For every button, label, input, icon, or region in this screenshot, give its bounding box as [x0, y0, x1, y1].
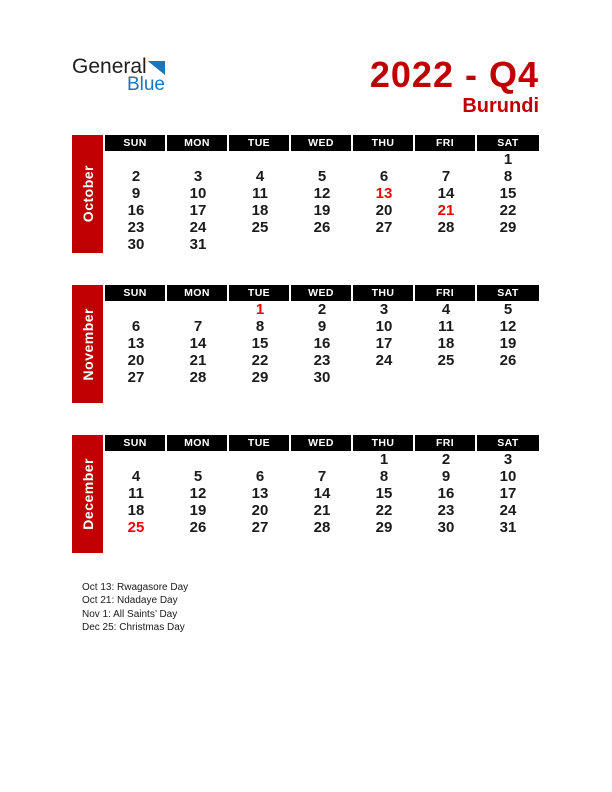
- day-cell-empty: [291, 536, 353, 553]
- month-name: October: [79, 165, 96, 223]
- day-cell-empty: [229, 236, 291, 253]
- day-cell-holiday: 1: [255, 301, 265, 318]
- weekday-header-sun: SUN: [105, 135, 167, 151]
- weekday-header-thu: THU: [353, 285, 415, 301]
- day-cell: 1: [503, 151, 513, 168]
- week-row: [105, 202, 539, 219]
- day-cell: 18: [437, 335, 455, 352]
- day-cell: 5: [193, 468, 203, 485]
- day-cell: 3: [503, 451, 513, 468]
- day-cell: 17: [189, 202, 207, 219]
- day-cell: 23: [313, 352, 331, 369]
- day-cell: 4: [131, 468, 141, 485]
- weekday-header-sat: SAT: [477, 135, 539, 151]
- weekday-header-wed: WED: [291, 135, 353, 151]
- day-cell: 28: [189, 369, 207, 386]
- weekday-header-sat: SAT: [477, 285, 539, 301]
- day-cell: 9: [317, 318, 327, 335]
- day-cell: 7: [317, 468, 327, 485]
- day-cell: 27: [251, 519, 269, 536]
- weekday-header-row: [105, 285, 539, 301]
- weekday-header-tue: TUE: [229, 285, 291, 301]
- day-cell: 16: [127, 202, 145, 219]
- logo-triangle-icon: [148, 61, 165, 75]
- day-cell: 13: [127, 335, 145, 352]
- day-cell: 22: [251, 352, 269, 369]
- day-cell: 24: [375, 352, 393, 369]
- weekday-header-thu: THU: [353, 435, 415, 451]
- holiday-note: Nov 1: All Saints’ Day: [82, 608, 178, 620]
- day-cell-empty: [477, 236, 539, 253]
- day-cell-empty: [229, 151, 291, 168]
- day-cell: 25: [437, 352, 455, 369]
- day-cell-empty: [477, 369, 539, 386]
- day-cell: 3: [379, 301, 389, 318]
- day-cell: 29: [251, 369, 269, 386]
- day-cell: 11: [252, 185, 268, 202]
- day-cell: 2: [441, 451, 451, 468]
- week-row: [105, 185, 539, 202]
- week-row: [105, 335, 539, 352]
- day-cell: 30: [127, 236, 145, 253]
- day-cell-empty: [229, 536, 291, 553]
- day-cell-empty: [105, 301, 167, 318]
- day-cell-empty: [353, 386, 415, 403]
- weekday-header-wed: WED: [291, 435, 353, 451]
- weekday-header-sat: SAT: [477, 435, 539, 451]
- week-row: [105, 301, 539, 318]
- day-cell: 31: [189, 236, 207, 253]
- weekday-header-mon: MON: [167, 285, 229, 301]
- day-cell-holiday: 25: [127, 519, 145, 536]
- day-cell: 20: [127, 352, 145, 369]
- day-cell-empty: [167, 386, 229, 403]
- day-cell: 12: [499, 318, 517, 335]
- day-cell: 11: [438, 318, 454, 335]
- month-grid: [105, 285, 539, 403]
- logo-text-general: General: [72, 55, 147, 78]
- day-cell-empty: [477, 386, 539, 403]
- week-row: [105, 468, 539, 485]
- day-cell: 22: [499, 202, 517, 219]
- weekday-header-fri: FRI: [415, 135, 477, 151]
- day-cell: 12: [189, 485, 207, 502]
- month-name: November: [79, 307, 96, 381]
- weekday-header-tue: TUE: [229, 135, 291, 151]
- day-cell: 2: [131, 168, 141, 185]
- country-subtitle: Burundi: [462, 95, 539, 117]
- day-cell: 12: [313, 185, 331, 202]
- page-title: 2022 - Q4: [369, 54, 539, 95]
- title-block: [370, 56, 539, 117]
- weekday-header-thu: THU: [353, 135, 415, 151]
- day-cell: 6: [379, 168, 389, 185]
- day-cell: 28: [313, 519, 331, 536]
- day-cell: 26: [313, 219, 331, 236]
- day-cell: 7: [193, 318, 203, 335]
- day-cell-empty: [415, 536, 477, 553]
- day-cell: 7: [441, 168, 451, 185]
- day-cell-empty: [105, 386, 167, 403]
- day-cell: 9: [441, 468, 451, 485]
- day-cell: 4: [255, 168, 265, 185]
- week-row: [105, 236, 539, 253]
- day-cell: 3: [193, 168, 203, 185]
- day-cell-empty: [353, 369, 415, 386]
- day-cell: 23: [127, 219, 145, 236]
- day-cell: 15: [375, 485, 393, 502]
- day-cell: 25: [251, 219, 269, 236]
- week-row: [105, 451, 539, 468]
- holiday-note: Oct 13: Rwagasore Day: [82, 582, 189, 593]
- day-cell-empty: [167, 151, 229, 168]
- week-row: [105, 151, 539, 168]
- day-cell-empty: [291, 151, 353, 168]
- month-grid: [105, 435, 539, 553]
- weekday-header-sun: SUN: [105, 435, 167, 451]
- day-cell: 8: [255, 318, 265, 335]
- day-cell: 2: [317, 301, 327, 318]
- month-label-bar: [72, 285, 103, 403]
- week-row: [105, 519, 539, 536]
- day-cell: 14: [437, 185, 455, 202]
- day-cell-empty: [477, 536, 539, 553]
- day-cell-empty: [105, 536, 167, 553]
- day-cell: 15: [499, 185, 517, 202]
- day-cell: 31: [499, 519, 517, 536]
- week-row: [105, 386, 539, 403]
- day-cell: 27: [375, 219, 393, 236]
- day-cell: 18: [251, 202, 269, 219]
- day-cell: 5: [503, 301, 513, 318]
- weekday-header-fri: FRI: [415, 285, 477, 301]
- weekday-header-row: [105, 135, 539, 151]
- day-cell: 8: [379, 468, 389, 485]
- day-cell-empty: [353, 536, 415, 553]
- month-grid: [105, 135, 539, 253]
- day-cell: 14: [189, 335, 207, 352]
- week-row: [105, 369, 539, 386]
- weekday-header-mon: MON: [167, 435, 229, 451]
- day-cell-empty: [291, 386, 353, 403]
- day-cell: 10: [189, 185, 207, 202]
- day-cell: 15: [251, 335, 269, 352]
- month-table-december: [72, 435, 539, 553]
- day-cell: 11: [128, 485, 144, 502]
- logo-text-blue: Blue: [126, 74, 165, 95]
- day-cell-empty: [105, 451, 167, 468]
- day-cell: 6: [255, 468, 265, 485]
- day-cell-empty: [167, 301, 229, 318]
- day-cell: 20: [251, 502, 269, 519]
- week-row: [105, 502, 539, 519]
- day-cell-empty: [167, 536, 229, 553]
- day-cell-empty: [415, 369, 477, 386]
- day-cell: 24: [499, 502, 517, 519]
- holiday-note: Dec 25: Christmas Day: [82, 622, 185, 634]
- day-cell: 26: [499, 352, 517, 369]
- day-cell: 29: [375, 519, 393, 536]
- weekday-header-wed: WED: [291, 285, 353, 301]
- day-cell-empty: [353, 151, 415, 168]
- month-label-bar: [72, 435, 103, 553]
- month-table-october: [72, 135, 539, 253]
- week-row: [105, 352, 539, 369]
- day-cell-empty: [229, 451, 291, 468]
- holiday-notes-list: [82, 581, 188, 635]
- day-cell: 30: [313, 369, 331, 386]
- day-cell: 1: [379, 451, 389, 468]
- week-row: [105, 536, 539, 553]
- day-cell: 21: [189, 352, 207, 369]
- day-cell: 24: [189, 219, 207, 236]
- day-cell-empty: [415, 236, 477, 253]
- day-cell-empty: [291, 236, 353, 253]
- month-label-bar: [72, 135, 103, 253]
- day-cell: 16: [313, 335, 331, 352]
- weekday-header-tue: TUE: [229, 435, 291, 451]
- day-cell: 9: [131, 185, 141, 202]
- general-blue-logo: [72, 56, 165, 94]
- day-cell-empty: [229, 386, 291, 403]
- day-cell: 17: [499, 485, 517, 502]
- day-cell: 5: [317, 168, 327, 185]
- month-table-november: [72, 285, 539, 403]
- day-cell: 16: [437, 485, 455, 502]
- holiday-note: Oct 21: Ndadaye Day: [82, 595, 178, 607]
- day-cell: 13: [251, 485, 269, 502]
- week-row: [105, 219, 539, 236]
- day-cell: 30: [437, 519, 455, 536]
- day-cell: 28: [437, 219, 455, 236]
- week-row: [105, 168, 539, 185]
- day-cell: 17: [375, 335, 393, 352]
- day-cell: 14: [313, 485, 331, 502]
- day-cell: 19: [189, 502, 207, 519]
- day-cell: 22: [375, 502, 393, 519]
- day-cell: 8: [503, 168, 513, 185]
- day-cell: 27: [127, 369, 145, 386]
- month-name: December: [79, 458, 96, 530]
- day-cell: 29: [499, 219, 517, 236]
- week-row: [105, 485, 539, 502]
- day-cell: 26: [189, 519, 207, 536]
- weekday-header-fri: FRI: [415, 435, 477, 451]
- day-cell-empty: [291, 451, 353, 468]
- day-cell: 10: [375, 318, 393, 335]
- day-cell: 6: [131, 318, 141, 335]
- day-cell: 20: [375, 202, 393, 219]
- day-cell: 18: [127, 502, 145, 519]
- day-cell: 23: [437, 502, 455, 519]
- day-cell-empty: [105, 151, 167, 168]
- day-cell: 10: [499, 468, 517, 485]
- day-cell-holiday: 21: [437, 202, 455, 219]
- weekday-header-mon: MON: [167, 135, 229, 151]
- day-cell: 21: [313, 502, 331, 519]
- day-cell: 4: [441, 301, 451, 318]
- week-row: [105, 318, 539, 335]
- day-cell-holiday: 13: [375, 185, 393, 202]
- day-cell-empty: [167, 451, 229, 468]
- weekday-header-row: [105, 435, 539, 451]
- day-cell-empty: [415, 151, 477, 168]
- day-cell-empty: [353, 236, 415, 253]
- day-cell: 19: [313, 202, 331, 219]
- day-cell-empty: [415, 386, 477, 403]
- day-cell: 19: [499, 335, 517, 352]
- weekday-header-sun: SUN: [105, 285, 167, 301]
